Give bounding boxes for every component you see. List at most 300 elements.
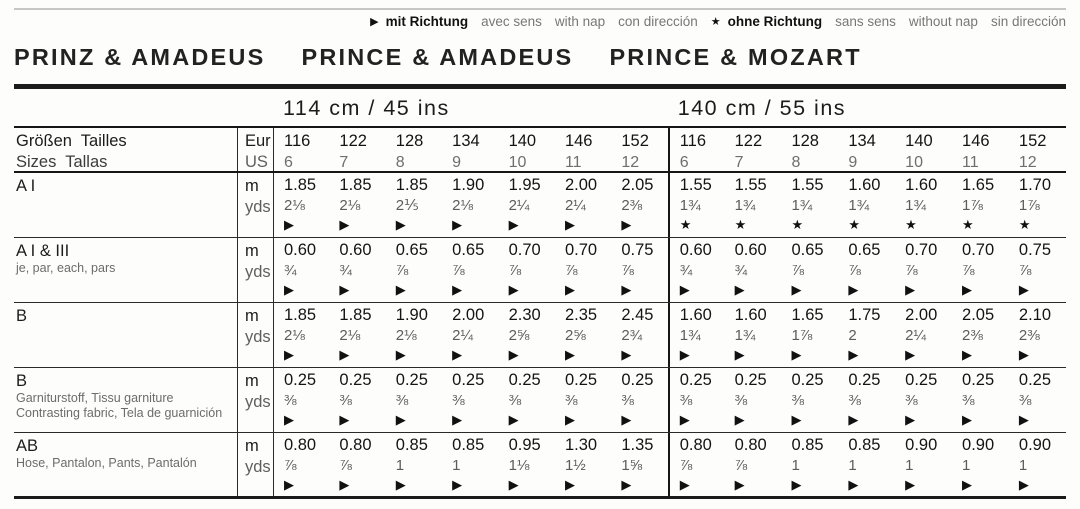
with-nap-icon: ▶ <box>1018 282 1029 297</box>
size-us-value: 8 <box>791 154 801 171</box>
with-nap-icon: ▶ <box>284 412 294 427</box>
with-nap-icon: ▶ <box>564 477 575 492</box>
yardage-cell <box>273 368 329 432</box>
with-nap-icon: ▶ <box>508 347 519 362</box>
yardage-cell <box>555 303 611 367</box>
with-nap-icon: ▶ <box>1018 347 1029 362</box>
with-nap-icon: ▶ <box>339 412 350 427</box>
yardage-cell <box>499 173 555 237</box>
unit-yards: yds <box>245 198 271 216</box>
metres-value: 1.35 <box>621 436 654 454</box>
unit-yards: yds <box>245 328 271 346</box>
yardage-cell <box>386 173 442 237</box>
with-nap-icon: ▶ <box>848 347 859 362</box>
with-nap-icon: ▶ <box>370 16 379 28</box>
with-nap-icon: ▶ <box>508 412 519 427</box>
yards-value: ⅞ <box>339 457 352 474</box>
metres-value: 0.25 <box>905 371 938 389</box>
view-name: B <box>16 307 28 325</box>
size-us-value: 11 <box>564 154 582 171</box>
without-nap-icon: ★ <box>791 217 804 232</box>
metres-value: 1.55 <box>679 176 712 194</box>
size-us-value: 7 <box>339 154 349 171</box>
without-nap-icon: ★ <box>679 217 692 232</box>
metres-value: 0.25 <box>564 371 598 389</box>
view-description: Hose, Pantalon, Pants, Pantalón <box>16 456 197 470</box>
yardage-cell <box>329 368 385 432</box>
with-nap-icon: ▶ <box>339 347 350 362</box>
yardage-cell <box>611 433 667 498</box>
yardage-cell <box>273 433 329 498</box>
yardage-cell <box>952 433 1009 498</box>
view-name: A I <box>16 177 36 195</box>
unit-metres: m <box>245 177 259 195</box>
yardage-cell <box>895 238 952 302</box>
metres-value: 1.70 <box>1018 176 1052 194</box>
yards-value: ⅞ <box>848 262 861 279</box>
size-column-header <box>781 128 838 171</box>
legend-term: con dirección <box>618 14 698 29</box>
yards-value: ⅞ <box>284 457 297 474</box>
yardage-cell <box>838 173 895 237</box>
yards-value: ⅜ <box>339 392 352 409</box>
yardage-cell <box>952 368 1009 432</box>
with-nap-icon: ▶ <box>679 282 690 297</box>
metres-value: 0.85 <box>395 436 428 454</box>
unit-cell <box>237 368 273 432</box>
metres-value: 1.85 <box>284 306 317 324</box>
with-nap-icon: ▶ <box>508 217 519 232</box>
size-column-header <box>668 128 725 171</box>
yardage-cell <box>555 433 611 498</box>
yards-value: 2⅜ <box>1018 327 1040 344</box>
yardage-cell <box>668 433 725 498</box>
size-column-header <box>952 128 1009 171</box>
metres-value: 0.25 <box>284 371 317 389</box>
size-eur-value: 152 <box>1018 132 1047 150</box>
with-nap-icon: ▶ <box>395 282 406 297</box>
size-eur-value: 128 <box>791 132 819 150</box>
metres-value: 0.85 <box>452 436 485 454</box>
with-nap-icon: ▶ <box>905 477 916 492</box>
with-nap-icon: ▶ <box>905 412 916 427</box>
yards-value: 2⅛ <box>452 197 474 214</box>
yards-value: 2¼ <box>905 327 927 344</box>
with-nap-icon: ▶ <box>395 477 406 492</box>
metres-value: 0.85 <box>848 436 881 454</box>
yardage-cell <box>273 173 329 237</box>
yardage-cell <box>781 238 838 302</box>
metres-value: 0.25 <box>791 371 824 389</box>
yards-value: 1⅝ <box>621 457 643 474</box>
metres-value: 2.00 <box>564 176 598 194</box>
yards-value: ⅜ <box>962 392 975 409</box>
yards-value: ¾ <box>284 262 297 279</box>
size-column-header <box>1009 128 1066 171</box>
yardage-cell <box>386 238 442 302</box>
with-nap-icon: ▶ <box>621 217 632 232</box>
size-column-header <box>329 128 385 171</box>
yardage-cell <box>273 238 329 302</box>
with-nap-icon: ▶ <box>791 412 802 427</box>
size-column-header <box>725 128 782 171</box>
yardage-cell <box>442 433 498 498</box>
metres-value: 0.70 <box>508 241 541 259</box>
metres-value: 0.85 <box>791 436 824 454</box>
size-eur-value: 134 <box>452 132 480 150</box>
yards-value: ¾ <box>734 262 748 279</box>
yards-value: 2⅛ <box>339 197 361 214</box>
row-label <box>14 238 237 302</box>
size-us-value: 12 <box>621 154 640 171</box>
size-column-header <box>442 128 498 171</box>
size-us-value: 6 <box>284 154 293 171</box>
legend-term: sans sens <box>835 14 896 29</box>
legend-with-nap-primary: mit Richtung <box>385 14 469 29</box>
metres-value: 1.60 <box>848 176 881 194</box>
fabric-row <box>14 433 1066 498</box>
metres-value: 1.55 <box>791 176 824 194</box>
yardage-cell <box>725 238 782 302</box>
yards-value: ⅜ <box>284 392 297 409</box>
yards-value: ⅜ <box>679 392 693 409</box>
legend-term: without nap <box>908 14 978 29</box>
yardage-cell <box>1009 433 1066 498</box>
yards-value: ⅞ <box>791 262 804 279</box>
metres-value: 2.10 <box>1018 306 1052 324</box>
with-nap-icon: ▶ <box>508 282 519 297</box>
yards-value: 1¾ <box>734 197 756 214</box>
with-nap-icon: ▶ <box>564 282 575 297</box>
metres-value: 1.85 <box>339 306 372 324</box>
size-column-header <box>386 128 442 171</box>
yards-value: 1 <box>1018 457 1028 474</box>
with-nap-icon: ▶ <box>905 282 916 297</box>
with-nap-icon: ▶ <box>452 347 463 362</box>
metres-value: 0.90 <box>962 436 995 454</box>
yards-value: 1¾ <box>905 197 927 214</box>
with-nap-icon: ▶ <box>962 282 973 297</box>
yardage-cell <box>611 368 667 432</box>
without-nap-icon: ★ <box>710 16 721 28</box>
pattern-titles <box>14 44 862 71</box>
yardage-cell <box>555 238 611 302</box>
metres-value: 1.85 <box>284 176 317 194</box>
sizes-header-row <box>14 128 1066 173</box>
yardage-cell <box>725 433 782 498</box>
legend-term: with nap <box>554 14 606 29</box>
with-nap-icon: ▶ <box>679 477 690 492</box>
metres-value: 0.70 <box>905 241 938 259</box>
yardage-cell <box>781 303 838 367</box>
metres-value: 0.25 <box>679 371 712 389</box>
with-nap-icon: ▶ <box>1018 477 1029 492</box>
view-description: Contrasting fabric, Tela de guarnición <box>16 406 223 420</box>
metres-value: 1.90 <box>452 176 485 194</box>
with-nap-icon: ▶ <box>962 477 973 492</box>
metres-value: 0.25 <box>1018 371 1052 389</box>
yards-value: ⅜ <box>848 392 861 409</box>
yards-value: 1 <box>791 457 800 474</box>
size-eur-value: 116 <box>679 132 707 150</box>
size-system-us: US <box>245 153 268 171</box>
size-us-value: 9 <box>452 154 462 171</box>
with-nap-icon: ▶ <box>339 477 350 492</box>
yards-value: 1¾ <box>734 327 756 344</box>
metres-value: 1.85 <box>395 176 428 194</box>
yards-value: ⅜ <box>395 392 409 409</box>
yards-value: ⅞ <box>679 457 693 474</box>
unit-yards: yds <box>245 458 271 476</box>
yardage-cell <box>1009 238 1066 302</box>
metres-value: 0.25 <box>508 371 541 389</box>
yardage-cell <box>668 238 725 302</box>
row-label <box>14 173 237 237</box>
metres-value: 0.95 <box>508 436 541 454</box>
metres-value: 0.25 <box>734 371 767 389</box>
sizes-label <box>14 128 237 171</box>
yards-value: ⅜ <box>621 392 634 409</box>
with-nap-icon: ▶ <box>395 347 406 362</box>
yards-value: ⅞ <box>905 262 918 279</box>
yards-value: 2¼ <box>508 197 530 214</box>
yards-value: 2⅝ <box>564 327 586 344</box>
metres-value: 0.80 <box>284 436 317 454</box>
unit-yards: yds <box>245 393 271 411</box>
without-nap-icon: ★ <box>962 217 974 232</box>
size-eur-value: 128 <box>395 132 424 150</box>
yardage-cell <box>725 173 782 237</box>
with-nap-icon: ▶ <box>621 412 632 427</box>
metres-value: 2.00 <box>905 306 938 324</box>
metres-value: 0.70 <box>962 241 995 259</box>
yardage-cell <box>555 368 611 432</box>
metres-value: 0.65 <box>395 241 428 259</box>
yards-value: ⅞ <box>1018 262 1032 279</box>
yardage-cell <box>329 303 385 367</box>
metres-value: 0.90 <box>1018 436 1052 454</box>
yardage-cell <box>442 368 498 432</box>
yardage-cell <box>442 173 498 237</box>
size-column-header <box>273 128 329 171</box>
yardage-cell <box>838 238 895 302</box>
yards-value: 2⅝ <box>508 327 530 344</box>
yardage-cell <box>555 173 611 237</box>
yardage-cell <box>329 238 385 302</box>
size-us-value: 7 <box>734 154 744 171</box>
without-nap-icon: ★ <box>905 217 917 232</box>
with-nap-icon: ▶ <box>452 282 463 297</box>
yardage-cell <box>499 303 555 367</box>
yardage-cell <box>895 433 952 498</box>
size-eur-value: 122 <box>734 132 763 150</box>
metres-value: 0.60 <box>679 241 712 259</box>
with-nap-icon: ▶ <box>734 412 745 427</box>
size-column-header <box>555 128 611 171</box>
yardage-cell <box>442 238 498 302</box>
yardage-cell <box>668 173 725 237</box>
yardage-cell <box>386 303 442 367</box>
metres-value: 0.25 <box>621 371 654 389</box>
yards-value: 2¼ <box>564 197 586 214</box>
with-nap-icon: ▶ <box>564 347 575 362</box>
yardage-cell <box>1009 303 1066 367</box>
yards-value: ⅞ <box>564 262 578 279</box>
size-eur-value: 146 <box>962 132 990 150</box>
yards-value: ⅜ <box>905 392 918 409</box>
yardage-cell <box>273 303 329 367</box>
with-nap-icon: ▶ <box>791 477 802 492</box>
metres-value: 2.05 <box>962 306 995 324</box>
size-us-value: 10 <box>508 154 527 171</box>
row-label <box>14 368 237 432</box>
size-us-value: 9 <box>848 154 858 171</box>
with-nap-icon: ▶ <box>621 347 632 362</box>
yards-value: ⅞ <box>452 262 465 279</box>
with-nap-icon: ▶ <box>452 412 463 427</box>
bottom-rule <box>14 496 1066 499</box>
yards-value: ⅜ <box>508 392 522 409</box>
size-eur-value: 140 <box>508 132 537 150</box>
yards-value: 1 <box>452 457 461 474</box>
with-nap-icon: ▶ <box>791 347 802 362</box>
yards-value: ⅜ <box>791 392 804 409</box>
yards-value: 1 <box>395 457 405 474</box>
with-nap-icon: ▶ <box>395 412 406 427</box>
size-eur-value: 152 <box>621 132 649 150</box>
yards-value: 1¾ <box>848 197 870 214</box>
yards-value: 2¾ <box>621 327 643 344</box>
yards-value: 2⅕ <box>395 197 419 214</box>
yards-value: ⅞ <box>621 262 634 279</box>
with-nap-icon: ▶ <box>395 217 406 232</box>
metres-value: 1.90 <box>395 306 428 324</box>
fabric-row <box>14 303 1066 368</box>
size-eur-value: 116 <box>284 132 311 150</box>
yards-value: 1 <box>848 457 857 474</box>
yards-value: 1¾ <box>791 197 813 214</box>
yards-value: 2⅜ <box>962 327 983 344</box>
size-us-value: 6 <box>679 154 689 171</box>
yardage-cell <box>611 173 667 237</box>
yards-value: ¾ <box>339 262 352 279</box>
title-rule <box>14 84 1066 89</box>
yards-value: 1 <box>962 457 971 474</box>
yardage-cell <box>668 303 725 367</box>
yards-value: 1½ <box>564 457 586 474</box>
with-nap-icon: ▶ <box>621 282 632 297</box>
view-name: B <box>16 372 28 390</box>
yardage-cell <box>781 368 838 432</box>
size-column-header <box>838 128 895 171</box>
yards-value: 1⅞ <box>962 197 983 214</box>
with-nap-icon: ▶ <box>284 347 294 362</box>
view-description: Garniturstoff, Tissu garniture <box>16 391 174 405</box>
yardage-cell <box>668 368 725 432</box>
yardage-cell <box>1009 368 1066 432</box>
with-nap-icon: ▶ <box>962 347 973 362</box>
metres-value: 0.90 <box>905 436 938 454</box>
yards-value: 2⅛ <box>339 327 361 344</box>
fabric-row <box>14 238 1066 303</box>
sizes-label-line1: Größen Tailles <box>16 132 127 150</box>
yards-value: ⅞ <box>962 262 975 279</box>
yards-value: 2⅛ <box>395 327 417 344</box>
metres-value: 0.80 <box>679 436 712 454</box>
pattern-title-en: PRINCE & AMADEUS <box>301 44 574 70</box>
metres-value: 0.75 <box>1018 241 1052 259</box>
yardage-cell <box>386 433 442 498</box>
pattern-title-de: PRINZ & AMADEUS <box>14 44 266 70</box>
size-us-value: 8 <box>395 154 405 171</box>
with-nap-icon: ▶ <box>791 282 802 297</box>
metres-value: 1.85 <box>339 176 372 194</box>
with-nap-icon: ▶ <box>848 412 859 427</box>
metres-value: 1.65 <box>791 306 824 324</box>
yards-value: 1⅛ <box>508 457 530 474</box>
metres-value: 1.60 <box>734 306 767 324</box>
legend-term: avec sens <box>481 14 542 29</box>
with-nap-icon: ▶ <box>284 282 294 297</box>
yardage-cell <box>329 433 385 498</box>
with-nap-icon: ▶ <box>339 217 350 232</box>
with-nap-icon: ▶ <box>848 282 859 297</box>
unit-metres: m <box>245 372 259 390</box>
with-nap-icon: ▶ <box>734 477 745 492</box>
yards-value: ⅞ <box>508 262 522 279</box>
with-nap-icon: ▶ <box>284 477 294 492</box>
unit-cell <box>237 238 273 302</box>
yards-value: ¾ <box>679 262 693 279</box>
yards-value: 2⅜ <box>621 197 643 214</box>
metres-value: 0.75 <box>621 241 654 259</box>
unit-metres: m <box>245 242 259 260</box>
metres-value: 1.55 <box>734 176 767 194</box>
yards-value: 1¾ <box>679 327 701 344</box>
metres-value: 0.25 <box>452 371 485 389</box>
metres-value: 2.05 <box>621 176 654 194</box>
yards-value: ⅜ <box>564 392 578 409</box>
metres-value: 0.25 <box>962 371 995 389</box>
yards-value: 2 <box>848 327 857 344</box>
width-group-header-row <box>14 92 1066 128</box>
metres-value: 1.60 <box>905 176 938 194</box>
yardage-cell <box>442 303 498 367</box>
yardage-cell <box>838 303 895 367</box>
size-eur-value: 140 <box>905 132 933 150</box>
with-nap-icon: ▶ <box>962 412 973 427</box>
unit-yards: yds <box>245 263 271 281</box>
yards-value: 1⅞ <box>1018 197 1040 214</box>
with-nap-icon: ▶ <box>452 217 463 232</box>
metres-value: 0.80 <box>339 436 372 454</box>
yardage-cell <box>499 238 555 302</box>
metres-value: 2.00 <box>452 306 485 324</box>
with-nap-icon: ▶ <box>905 347 916 362</box>
view-description: je, par, each, pars <box>16 261 116 275</box>
fabric-row <box>14 173 1066 238</box>
yardage-cell <box>781 173 838 237</box>
yardage-cell <box>838 368 895 432</box>
pattern-title-alt: PRINCE & MOZART <box>609 44 862 70</box>
yards-value: 2¼ <box>452 327 474 344</box>
sizes-label-line2: Sizes Tallas <box>16 153 108 171</box>
metres-value: 0.60 <box>284 241 317 259</box>
metres-value: 0.65 <box>848 241 881 259</box>
size-us-value: 12 <box>1018 154 1037 171</box>
yardage-cell <box>952 303 1009 367</box>
without-nap-icon: ★ <box>848 217 860 232</box>
